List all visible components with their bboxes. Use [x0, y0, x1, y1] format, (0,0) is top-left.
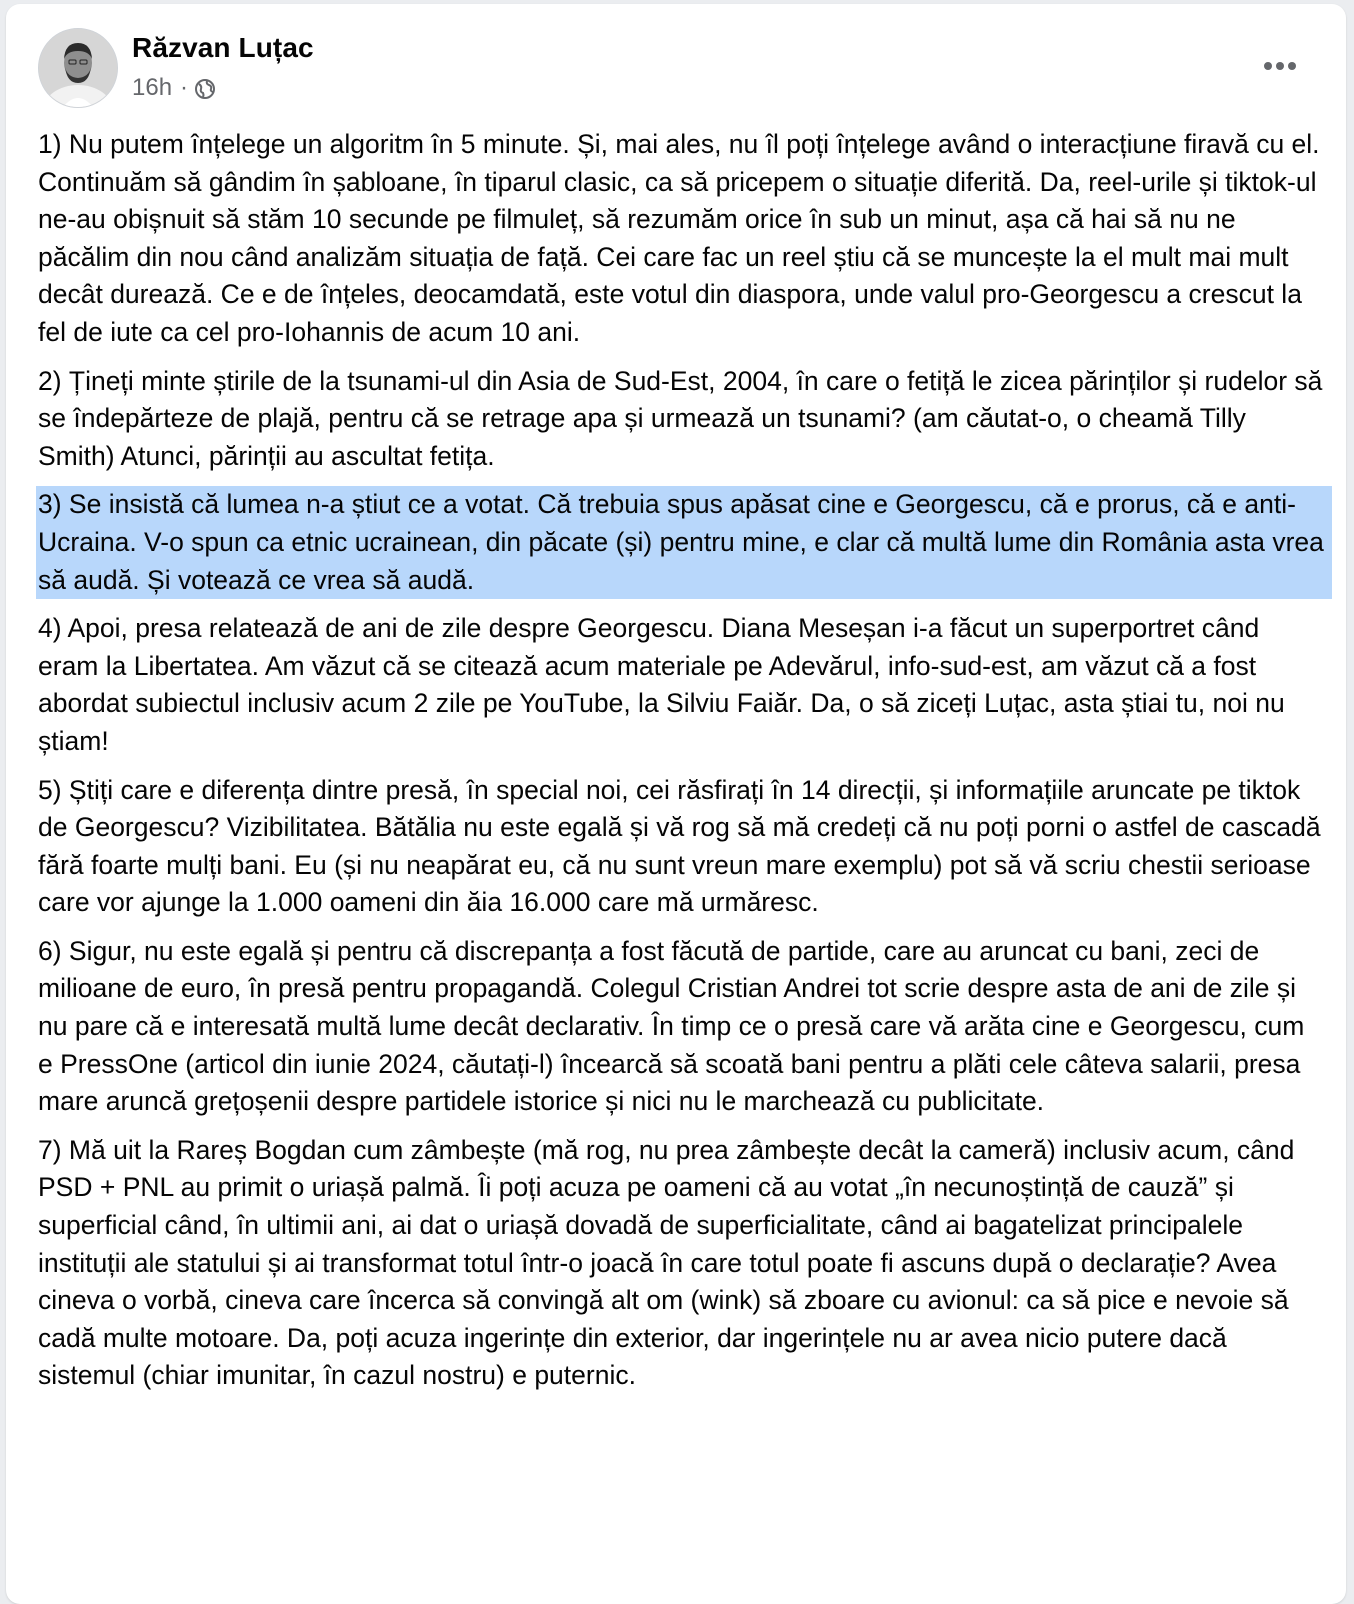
post-paragraph-1: 1) Nu putem înțelege un algoritm în 5 minute. Și, mai ales, nu îl poți înțelege având o interacțiune firavă cu el. Continuăm să gândim în șabloane, în tiparul clasic, ca să pricepem o situație diferită. Da, reel-urile și tiktok-ul ne-au obișnuit să stăm 10 secunde pe filmuleț, să rezumăm orice în sub un minut, așa că hai să nu ne păcălim din nou când analizăm situația de față. Cei care fac un reel știu că se muncește la el mult mai mult decât durează. Ce e de înțeles, deocamdată, este votul din diaspora, unde valul pro-Georgescu a crescut la fel de iute ca cel pro-Iohannis de acum 10 ani.: [38, 129, 1320, 347]
post-time[interactable]: 16h: [132, 74, 173, 101]
more-dot: [1288, 62, 1296, 70]
post-body: [38, 126, 1326, 1406]
post-paragraph-2: 2) Țineți minte știrile de la tsunami-ul din Asia de Sud-Est, 2004, în care o fetiță le zicea părinților și rudelor să se îndepărteze de plajă, pentru că se retrage apa și urmează un tsunami? (am căutat-o, o cheamă Tilly Smith) Atunci, părinții au ascultat fetița.: [38, 365, 1323, 471]
author-name[interactable]: Răzvan Luțac: [132, 32, 314, 63]
globe-icon[interactable]: [194, 78, 216, 100]
more-dot: [1264, 62, 1272, 70]
post-header: [6, 4, 1346, 114]
post-card: [6, 4, 1346, 1604]
author-avatar[interactable]: [38, 28, 118, 108]
post-paragraph-5: 5) Știți care e diferența dintre presă, în special noi, cei răsfirați în 14 direcții, și informațiile aruncate pe tiktok de Georgescu? Vizibilitatea. Bătălia nu este egală și vă rog să mă credeți că nu poți porni o astfel de cascadă fără foarte mulți bani. Eu (și nu neapărat eu, că nu sunt vreun mare exemplu) pot să vă scriu chestii serioase care vor ajunge la 1.000 oameni din ăia 16.000 care mă urmăresc.: [38, 774, 1321, 918]
post-paragraph-3-selected: 3) Se insistă că lumea n-a știut ce a votat. Că trebuia spus apăsat cine e Georgescu, că e prorus, că e anti-Ucraina. V-o spun ca etnic ucrainean, din păcate (și) pentru mine, e clar că multă lume din România asta vrea să audă. Și votează ce vrea să audă.: [36, 486, 1332, 599]
post-paragraph-6: 6) Sigur, nu este egală și pentru că discrepanța a fost făcută de partide, care au aruncat cu bani, zeci de milioane de euro, în presă pentru propagandă. Colegul Cristian Andrei tot scrie despre asta de ani de zile și nu pare că e interesată multă lume decât declarativ. În timp ce o presă care vă arăta cine e Georgescu, cum e PressOne (articol din iunie 2024, căutați-l) încearcă să scoată bani pentru a plăti cele câteva salarii, presa mare aruncă grețoșenii despre partidele istorice și nici nu le marchează cu publicitate.: [38, 935, 1305, 1117]
more-options-icon[interactable]: [1254, 48, 1306, 84]
post-paragraph-7: 7) Mă uit la Rareș Bogdan cum zâmbește (mă rog, nu prea zâmbește decât la cameră) inclusiv acum, când PSD + PNL au primit o uriașă palmă. Îi poți acuza pe oameni că au votat „în necunoștință de cauză” și superficial când, în ultimii ani, ai dat o uriașă dovadă de superficialitate, când ai bagatelizat principalele instituții ale statului și ai transformat totul într-o joacă în care totul poate fi ascuns după o declarație? Avea cineva o vorbă, cineva care încerca să convingă alt om (wink) să zboare cu avionul: ca să pice e nevoie să cadă multe motoare. Da, poți acuza ingerințe din exterior, dar ingerințele nu ar avea nicio putere dacă sistemul (chiar imunitar, în cazul nostru) e puternic.: [38, 1134, 1295, 1391]
post-meta: [132, 74, 216, 102]
more-dot: [1276, 62, 1284, 70]
avatar-photo-icon: [39, 29, 117, 107]
meta-separator: ·: [180, 74, 189, 101]
post-paragraph-4: 4) Apoi, presa relatează de ani de zile despre Georgescu. Diana Meseșan i-a făcut un superportret când eram la Libertatea. Am văzut că se citează acum materiale pe Adevărul, info-sud-est, am văzut că a fost abordat subiectul inclusiv acum 2 zile pe YouTube, la Silviu Faiăr. Da, o să ziceți Luțac, asta știai tu, noi nu știam!: [38, 613, 1285, 756]
